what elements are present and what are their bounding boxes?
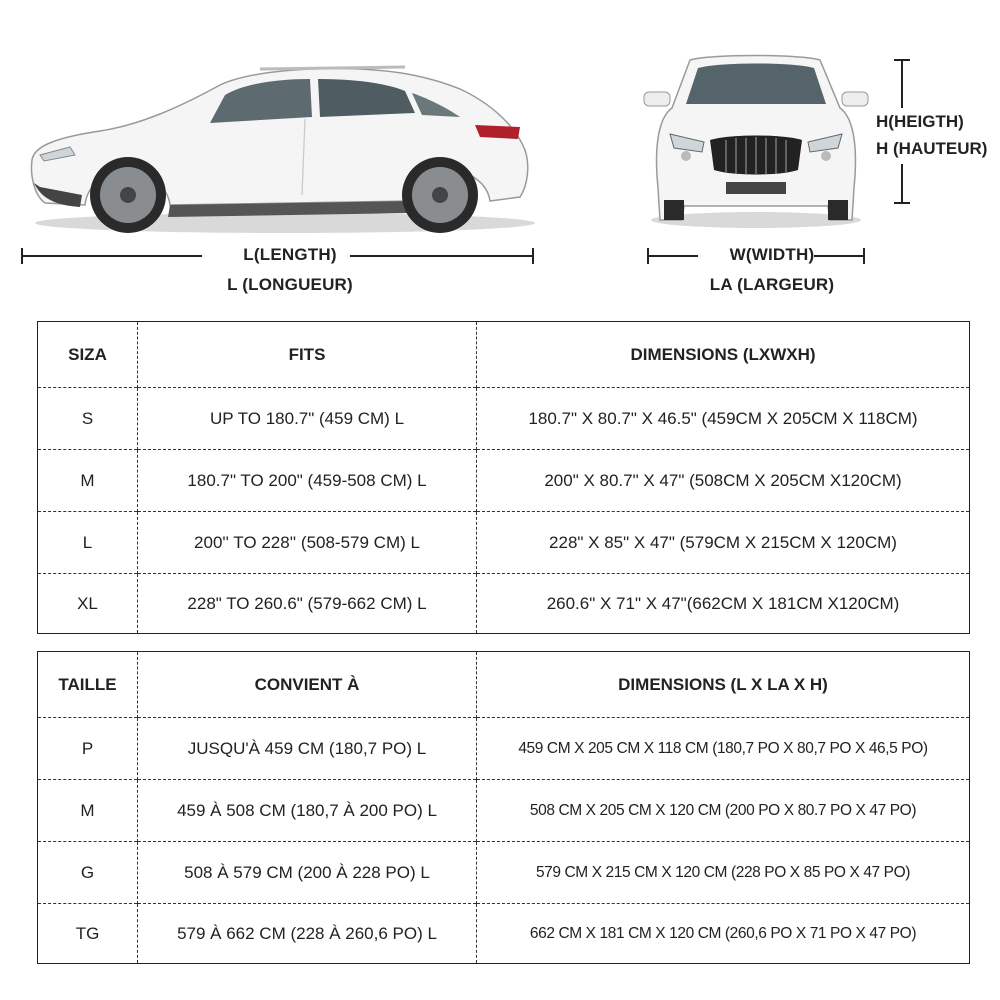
size-cell: P (38, 718, 138, 780)
fits-cell: 200'' TO 228'' (508-579 CM) L (138, 512, 477, 574)
height-label-en: H(HEIGTH) (876, 112, 964, 131)
dimensions-cell: 200" X 80.7" X 47" (508CM X 205CM X120CM) (477, 450, 970, 512)
length-label-en: L(LENGTH) (243, 245, 337, 264)
size-table-french (37, 651, 970, 964)
table-row (38, 780, 970, 842)
table-row (38, 388, 970, 450)
fits-cell: 180.7" TO 200" (459-508 CM) L (138, 450, 477, 512)
width-label (692, 240, 852, 300)
header-dimensions: DIMENSIONS (L X LA X H) (477, 652, 970, 718)
header-fits: FITS (138, 322, 477, 388)
table-row (38, 904, 970, 964)
table-header-row (38, 322, 970, 388)
table-header-row (38, 652, 970, 718)
header-convient: CONVIENT À (138, 652, 477, 718)
dimensions-cell: 579 CM X 215 CM X 120 CM (228 PO X 85 PO X 47 PO) (477, 842, 970, 904)
header-dimensions: DIMENSIONS (LXWXH) (477, 322, 970, 388)
size-cell: L (38, 512, 138, 574)
table-row (38, 512, 970, 574)
fits-cell: UP TO 180.7" (459 CM) L (138, 388, 477, 450)
fits-cell: 508 À 579 CM (200 À 228 PO) L (138, 842, 477, 904)
size-cell: G (38, 842, 138, 904)
dimensions-cell: 662 CM X 181 CM X 120 CM (260,6 PO X 71 PO X 47 PO) (477, 904, 970, 964)
height-label-fr: H (HAUTEUR) (876, 139, 988, 158)
header-size: SIZA (68, 344, 107, 364)
size-cell: S (38, 388, 138, 450)
dimensions-cell: 228" X 85" X 47" (579CM X 215CM X 120CM) (477, 512, 970, 574)
table-row (38, 574, 970, 634)
car-front-view (640, 48, 872, 233)
height-label (876, 108, 1000, 162)
size-table-english (37, 321, 970, 634)
dimensions-cell: 180.7" X 80.7" X 46.5" (459CM X 205CM X 118CM) (477, 388, 970, 450)
fits-cell: 228" TO 260.6" (579-662 CM) L (138, 574, 477, 634)
length-label-fr: L (LONGUEUR) (227, 275, 353, 294)
dimensions-cell: 508 CM X 205 CM X 120 CM (200 PO X 80.7 PO X 47 PO) (477, 780, 970, 842)
size-cell: XL (38, 574, 138, 634)
size-cell: M (38, 450, 138, 512)
fits-cell: 579 À 662 CM (228 À 260,6 PO) L (138, 904, 477, 964)
width-label-en: W(WIDTH) (729, 245, 815, 264)
width-label-fr: LA (LARGEUR) (709, 275, 835, 294)
table-row (38, 842, 970, 904)
table-row (38, 718, 970, 780)
dimensions-cell: 459 CM X 205 CM X 118 CM (180,7 PO X 80,7 PO X 46,5 PO) (477, 718, 970, 780)
header-taille: TAILLE (58, 674, 117, 694)
car-side-view (20, 55, 540, 240)
dimensions-cell: 260.6" X 71" X 47"(662CM X 181CM X120CM) (477, 574, 970, 634)
fits-cell: 459 À 508 CM (180,7 À 200 PO) L (138, 780, 477, 842)
fits-cell: JUSQU'À 459 CM (180,7 PO) L (138, 718, 477, 780)
table-row (38, 450, 970, 512)
size-cell: TG (38, 904, 138, 964)
length-label (190, 240, 390, 300)
size-cell: M (38, 780, 138, 842)
